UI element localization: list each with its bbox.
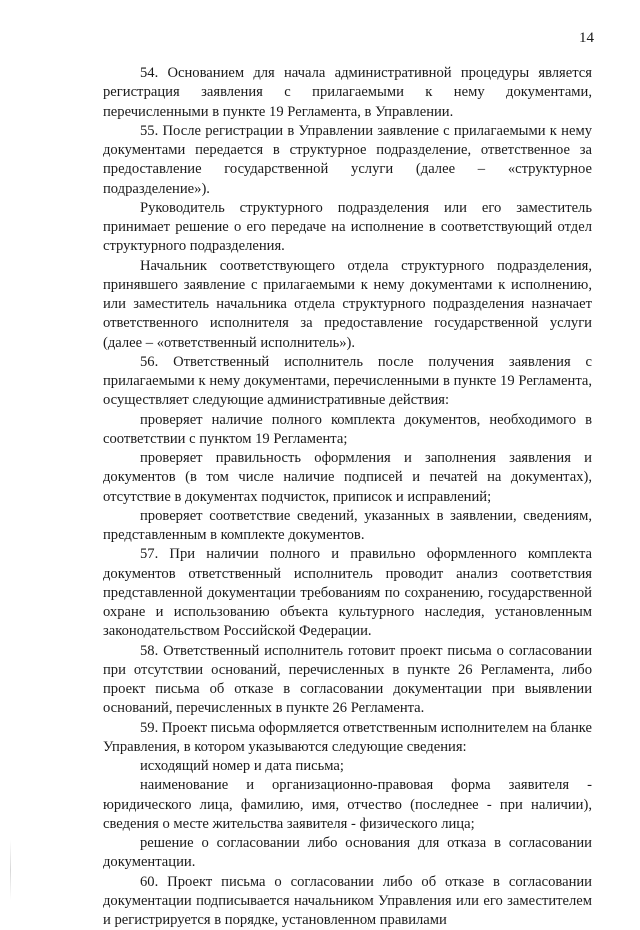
paragraph-54: 54. Основанием для начала административной процедуры является регистрация заявления с прилагаемыми к нему документами, перечисленными в пункте 19 Регламента, в Управлении. xyxy=(103,64,592,122)
paragraph-outgoing-number: исходящий номер и дата письма; xyxy=(103,757,592,776)
page-number: 14 xyxy=(579,30,594,47)
paragraph-head-decision: Руководитель структурного подразделения или его заместитель принимает решение о его передаче на исполнение в соответствующий отдел структурного подразделения. xyxy=(103,199,592,257)
paragraph-applicant-name: наименование и организационно-правовая форма заявителя - юридического лица, фамилию, имя, отчество (последнее - при наличии), сведения о месте жительства заявителя - физического лица; xyxy=(103,776,592,834)
paragraph-check-consistency: проверяет соответствие сведений, указанных в заявлении, сведениям, представленным в комплекте документов. xyxy=(103,507,592,546)
paragraph-57: 57. При наличии полного и правильно оформленного комплекта документов ответственный исполнитель проводит анализ соответствия представленной документации требованиям по сохранению, государственной охране и использованию объекта культурного наследия, установленным законодательством Российской Федерации. xyxy=(103,545,592,641)
document-text xyxy=(103,64,592,930)
paragraph-55: 55. После регистрации в Управлении заявление с прилагаемыми к нему документами передается в структурное подразделение, ответственное за предоставление государственной услуги (далее – «структурное подразделение»). xyxy=(103,122,592,199)
paragraph-executor-assignment: Начальник соответствующего отдела структурного подразделения, принявшего заявление с прилагаемыми к нему документами к исполнению, или заместитель начальника отдела структурного подразделения назначает ответственного исполнителя за предоставление государственной услуги (далее – «ответственный исполнитель»). xyxy=(103,257,592,353)
paragraph-59: 59. Проект письма оформляется ответственным исполнителем на бланке Управления, в котором указываются следующие сведения: xyxy=(103,719,592,758)
paragraph-check-correctness: проверяет правильность оформления и заполнения заявления и документов (в том числе наличие подписей и печатей на документах), отсутствие в документах подчисток, приписок и исправлений; xyxy=(103,449,592,507)
paragraph-56: 56. Ответственный исполнитель после получения заявления с прилагаемыми к нему документами, перечисленными в пункте 19 Регламента, осуществляет следующие административные действия: xyxy=(103,353,592,411)
scan-edge-mark xyxy=(10,840,11,900)
paragraph-58: 58. Ответственный исполнитель готовит проект письма о согласовании при отсутствии оснований, перечисленных в пункте 26 Регламента, либо проект письма об отказе в согласовании документации при выявлении оснований, перечисленных в пункте 26 Регламента. xyxy=(103,642,592,719)
paragraph-60: 60. Проект письма о согласовании либо об отказе в согласовании документации подписывается начальником Управления или его заместителем и регистрируется в порядке, установленном правилами xyxy=(103,873,592,930)
paragraph-check-completeness: проверяет наличие полного комплекта документов, необходимого в соответствии с пунктом 19 Регламента; xyxy=(103,411,592,450)
paragraph-decision: решение о согласовании либо основания для отказа в согласовании документации. xyxy=(103,834,592,873)
